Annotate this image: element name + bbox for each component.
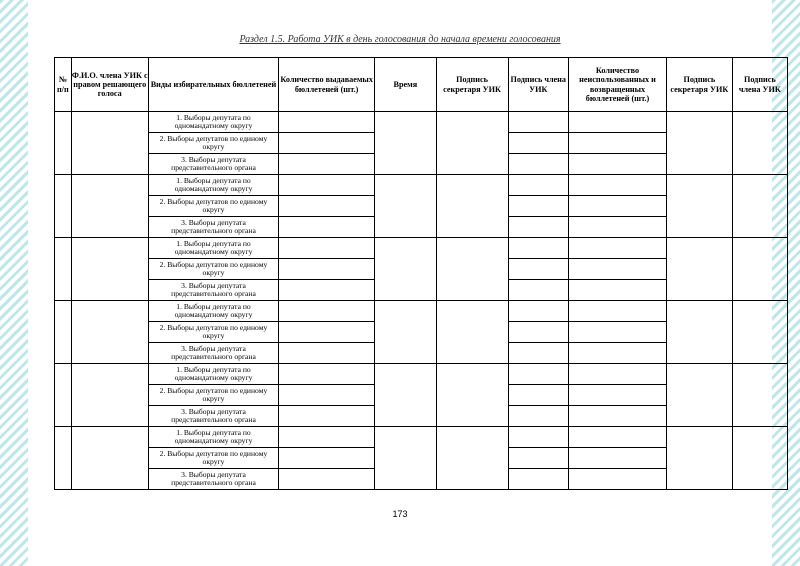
unused-count-cell [569, 259, 667, 280]
member-signature-cell [508, 238, 568, 259]
member-signature-cell [508, 385, 568, 406]
table-row [55, 175, 788, 196]
table-header-row [55, 58, 788, 112]
issued-count-cell [279, 406, 375, 427]
unused-count-cell [569, 469, 667, 490]
secretary-signature-cell [436, 175, 508, 238]
member-signature-cell [508, 364, 568, 385]
member-signature-cell [508, 406, 568, 427]
time-cell [375, 175, 437, 238]
unused-count-cell [569, 364, 667, 385]
unused-count-cell [569, 322, 667, 343]
ballot-kind-cell: 2. Выборы депутатов по единому округу [148, 385, 278, 406]
unused-count-cell [569, 280, 667, 301]
issued-count-cell [279, 238, 375, 259]
ballot-kind-cell: 3. Выборы депутата представительного органа [148, 343, 278, 364]
unused-count-cell [569, 196, 667, 217]
member-signature-cell [508, 343, 568, 364]
member-signature-2-cell [732, 112, 787, 175]
unused-count-cell [569, 343, 667, 364]
ballot-kind-cell: 2. Выборы депутатов по единому округу [148, 322, 278, 343]
unused-count-cell [569, 406, 667, 427]
member-signature-cell [508, 427, 568, 448]
issued-count-cell [279, 259, 375, 280]
member-signature-cell [508, 133, 568, 154]
unused-count-cell [569, 175, 667, 196]
num-cell [55, 175, 72, 238]
issued-count-cell [279, 154, 375, 175]
member-signature-2-cell [732, 301, 787, 364]
issued-count-cell [279, 343, 375, 364]
fio-cell [71, 112, 148, 175]
time-cell [375, 427, 437, 490]
secretary-signature-2-cell [667, 364, 733, 427]
secretary-signature-cell [436, 301, 508, 364]
ballot-kind-cell: 1. Выборы депутата по одномандатному округу [148, 175, 278, 196]
time-cell [375, 364, 437, 427]
member-signature-cell [508, 259, 568, 280]
issued-count-cell [279, 364, 375, 385]
header-member-signature: Подпись члена УИК [508, 58, 568, 112]
unused-count-cell [569, 112, 667, 133]
member-signature-cell [508, 469, 568, 490]
time-cell [375, 301, 437, 364]
decorative-left-border [0, 0, 28, 566]
ballot-kind-cell: 1. Выборы депутата по одномандатному округу [148, 112, 278, 133]
issued-count-cell [279, 448, 375, 469]
page-number: 173 [392, 509, 408, 519]
member-signature-cell [508, 175, 568, 196]
member-signature-2-cell [732, 364, 787, 427]
secretary-signature-cell [436, 364, 508, 427]
secretary-signature-cell [436, 427, 508, 490]
header-secretary-signature: Подпись секретаря УИК [436, 58, 508, 112]
fio-cell [71, 238, 148, 301]
issued-count-cell [279, 427, 375, 448]
secretary-signature-cell [436, 112, 508, 175]
section-title: Раздел 1.5. Работа УИК в день голосования до начала времени голосования [239, 34, 561, 45]
member-signature-cell [508, 448, 568, 469]
ballot-kind-cell: 3. Выборы депутата представительного органа [148, 217, 278, 238]
secretary-signature-2-cell [667, 112, 733, 175]
fio-cell [71, 301, 148, 364]
unused-count-cell [569, 238, 667, 259]
issued-count-cell [279, 322, 375, 343]
secretary-signature-2-cell [667, 175, 733, 238]
fio-cell [71, 175, 148, 238]
ballot-kind-cell: 3. Выборы депутата представительного органа [148, 406, 278, 427]
document-page [28, 0, 781, 566]
secretary-signature-2-cell [667, 301, 733, 364]
secretary-signature-2-cell [667, 238, 733, 301]
num-cell [55, 427, 72, 490]
issued-count-cell [279, 112, 375, 133]
header-member-signature-2: Подпись члена УИК [732, 58, 787, 112]
issued-count-cell [279, 175, 375, 196]
issued-count-cell [279, 196, 375, 217]
num-cell [55, 112, 72, 175]
unused-count-cell [569, 427, 667, 448]
header-ballot-kinds: Виды избирательных бюллетеней [148, 58, 278, 112]
table-row [55, 301, 788, 322]
secretary-signature-cell [436, 238, 508, 301]
table-row [55, 427, 788, 448]
member-signature-cell [508, 301, 568, 322]
num-cell [55, 364, 72, 427]
ballot-kind-cell: 2. Выборы депутатов по единому округу [148, 259, 278, 280]
unused-count-cell [569, 385, 667, 406]
num-cell [55, 301, 72, 364]
issued-count-cell [279, 385, 375, 406]
member-signature-cell [508, 280, 568, 301]
ballot-kind-cell: 1. Выборы депутата по одномандатному округу [148, 238, 278, 259]
member-signature-2-cell [732, 427, 787, 490]
issued-count-cell [279, 133, 375, 154]
table-body [55, 112, 788, 490]
issued-count-cell [279, 301, 375, 322]
ballot-kind-cell: 1. Выборы депутата по одномандатному округу [148, 301, 278, 322]
header-fio: Ф.И.О. члена УИК с правом решающего голоса [71, 58, 148, 112]
member-signature-cell [508, 112, 568, 133]
unused-count-cell [569, 133, 667, 154]
num-cell [55, 238, 72, 301]
secretary-signature-2-cell [667, 427, 733, 490]
member-signature-2-cell [732, 175, 787, 238]
header-num: № п/п [55, 58, 72, 112]
time-cell [375, 238, 437, 301]
member-signature-2-cell [732, 238, 787, 301]
unused-count-cell [569, 448, 667, 469]
issued-count-cell [279, 280, 375, 301]
ballot-kind-cell: 1. Выборы депутата по одномандатному округу [148, 427, 278, 448]
ballot-kind-cell: 2. Выборы депутатов по единому округу [148, 133, 278, 154]
table-row [55, 112, 788, 133]
fio-cell [71, 364, 148, 427]
member-signature-cell [508, 322, 568, 343]
issued-count-cell [279, 217, 375, 238]
header-secretary-signature-2: Подпись секретаря УИК [667, 58, 733, 112]
ballot-kind-cell: 2. Выборы депутатов по единому округу [148, 448, 278, 469]
table-row [55, 364, 788, 385]
header-unused-count: Количество неиспользованных и возвращенных бюллетеней (шт.) [569, 58, 667, 112]
header-time: Время [375, 58, 437, 112]
ballot-kind-cell: 2. Выборы депутатов по единому округу [148, 196, 278, 217]
header-issued-count: Количество выдаваемых бюллетеней (шт.) [279, 58, 375, 112]
time-cell [375, 112, 437, 175]
ballot-kind-cell: 3. Выборы депутата представительного органа [148, 154, 278, 175]
ballot-kind-cell: 3. Выборы депутата представительного органа [148, 469, 278, 490]
register-table [54, 57, 788, 490]
fio-cell [71, 427, 148, 490]
unused-count-cell [569, 217, 667, 238]
table-row [55, 238, 788, 259]
unused-count-cell [569, 154, 667, 175]
ballot-kind-cell: 1. Выборы депутата по одномандатному округу [148, 364, 278, 385]
member-signature-cell [508, 196, 568, 217]
unused-count-cell [569, 301, 667, 322]
issued-count-cell [279, 469, 375, 490]
member-signature-cell [508, 217, 568, 238]
ballot-kind-cell: 3. Выборы депутата представительного органа [148, 280, 278, 301]
member-signature-cell [508, 154, 568, 175]
